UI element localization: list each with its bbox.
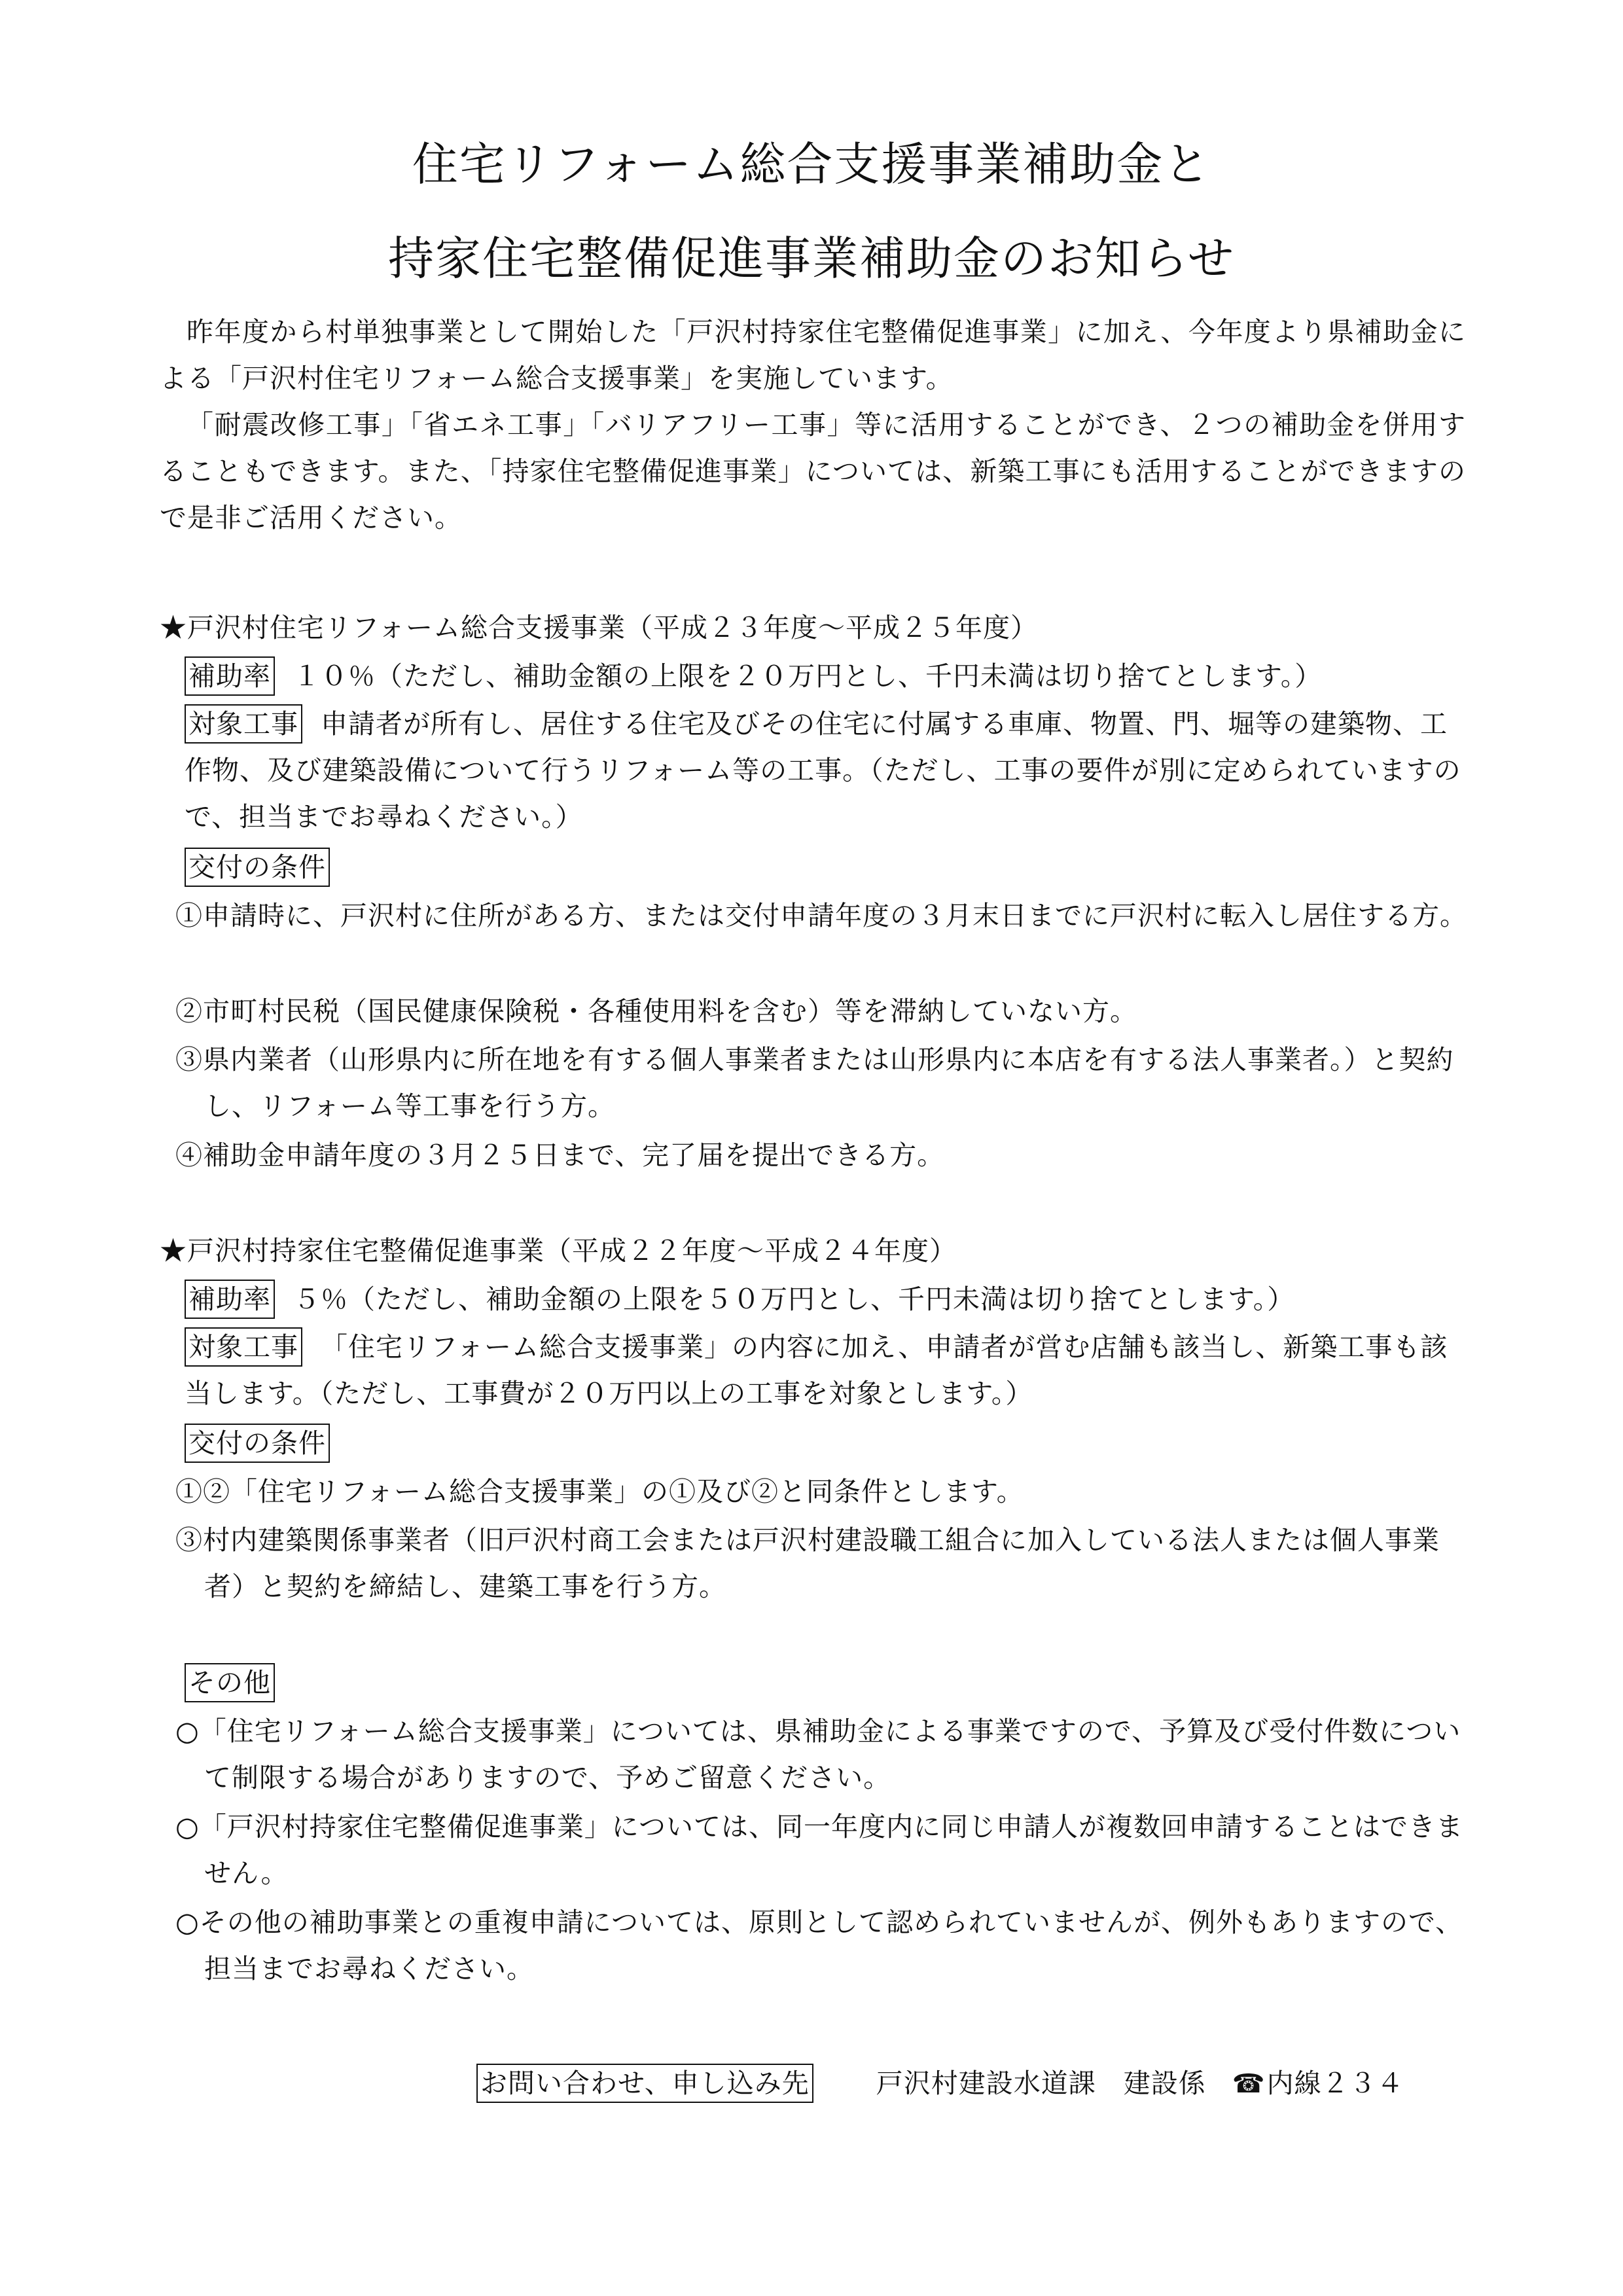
section1-target: [185, 701, 1469, 840]
telephone-icon: ☎: [1232, 2069, 1266, 2099]
other-item-1: ○「住宅リフォーム総合支援事業」については、県補助金による事業ですので、予算及び受付件数について制限する場合がありますので、予めご留意ください。: [175, 1715, 1461, 1793]
section2-target: [185, 1324, 1469, 1417]
other-heading: [185, 1660, 1469, 1706]
title-line-2: 持家住宅整備促進事業補助金のお知らせ: [388, 232, 1235, 285]
other-item-2: ○「戸沢村持家住宅整備促進事業」については、同一年度内に同じ申請人が複数回申請することはできません。: [175, 1811, 1463, 1889]
section2-conditions-heading: [185, 1420, 1469, 1467]
section1-target-text: 申請者が所有し、居住する住宅及びその住宅に付属する車庫、物置、門、堀等の建築物、工作物、及び建築設備について行うリフォーム等の工事。（ただし、工事の要件が別に定められていますので、担当までお尋ねください。）: [185, 708, 1461, 833]
contact-phone: [1232, 2060, 1404, 2108]
contact-extension: 内線２３４: [1266, 2068, 1404, 2099]
section2-heading: ★戸沢村持家住宅整備促進事業（平成２２年度～平成２４年度）: [160, 1235, 957, 1266]
section2-target-text: 「住宅リフォーム総合支援事業」の内容に加え、申請者が営む店舗も該当し、新築工事も該当します。（ただし、工事費が２０万円以上の工事を対象とします。）: [185, 1331, 1448, 1409]
section1-conditions-label: 交付の条件: [185, 848, 330, 887]
section2-rate: [185, 1276, 1469, 1323]
section1-rate-text: １０％（ただし、補助金額の上限を２０万円とし、千円未満は切り捨てとします。）: [293, 660, 1323, 692]
title-line-1: 住宅リフォーム総合支援事業補助金と: [412, 137, 1211, 191]
intro-paragraph-1: 昨年度から村単独事業として開始した「戸沢村持家住宅整備促進事業」に加え、今年度より県補助金による「戸沢村住宅リフォーム総合支援事業」を実施しています。: [160, 316, 1466, 394]
section1-condition-3: ③県内業者（山形県内に所在地を有する個人事業者または山形県内に本店を有する法人事業者。）と契約し、リフォーム等工事を行う方。: [175, 1044, 1454, 1122]
section2-condition-2: ③村内建築関係事業者（旧戸沢村商工会または戸沢村建設職工組合に加入している法人または個人事業者）と契約を締結し、建築工事を行う方。: [175, 1524, 1440, 1602]
intro: [160, 309, 1466, 541]
section1-target-label: 対象工事: [185, 704, 302, 744]
contact-footer: [476, 2060, 1404, 2108]
other-item-3: ○その他の補助事業との重複申請については、原則として認められていませんが、例外もありますので、担当までお尋ねください。: [175, 1907, 1463, 1984]
section1-rate: [185, 653, 1469, 700]
section2-rate-text: ５％（ただし、補助金額の上限を５０万円とし、千円未満は切り捨てとします。）: [293, 1283, 1295, 1315]
section2-rate-label: 補助率: [185, 1280, 275, 1319]
intro-paragraph-2: 「耐震改修工事」「省エネ工事」「バリアフリー工事」等に活用することができ、２つの補助金を併用することもできます。また、「持家住宅整備促進事業」については、新築工事にも活用することができますので是非ご活用ください。: [160, 409, 1466, 533]
contact-office: 戸沢村建設水道課 建設係: [876, 2068, 1206, 2099]
section1-condition-2: ②市町村民税（国民健康保険税・各種使用料を含む）等を滞納していない方。: [175, 996, 1137, 1027]
section1-condition-1: ①申請時に、戸沢村に住所がある方、または交付申請年度の３月末日までに戸沢村に転入し居住する方。: [175, 900, 1467, 931]
section1-rate-label: 補助率: [185, 656, 275, 696]
section2-condition-1: ①②「住宅リフォーム総合支援事業」の①及び②と同条件とします。: [175, 1476, 1024, 1507]
section1-condition-4: ④補助金申請年度の３月２５日まで、完了届を提出できる方。: [175, 1139, 945, 1171]
contact-label: お問い合わせ、申し込み先: [476, 2064, 813, 2103]
other-label: その他: [185, 1663, 275, 1702]
section1-heading: ★戸沢村住宅リフォーム総合支援事業（平成２３年度～平成２５年度）: [160, 612, 1038, 643]
section1-conditions-heading: [185, 844, 1469, 891]
section2-target-label: 対象工事: [185, 1327, 302, 1367]
section2-conditions-label: 交付の条件: [185, 1424, 330, 1463]
